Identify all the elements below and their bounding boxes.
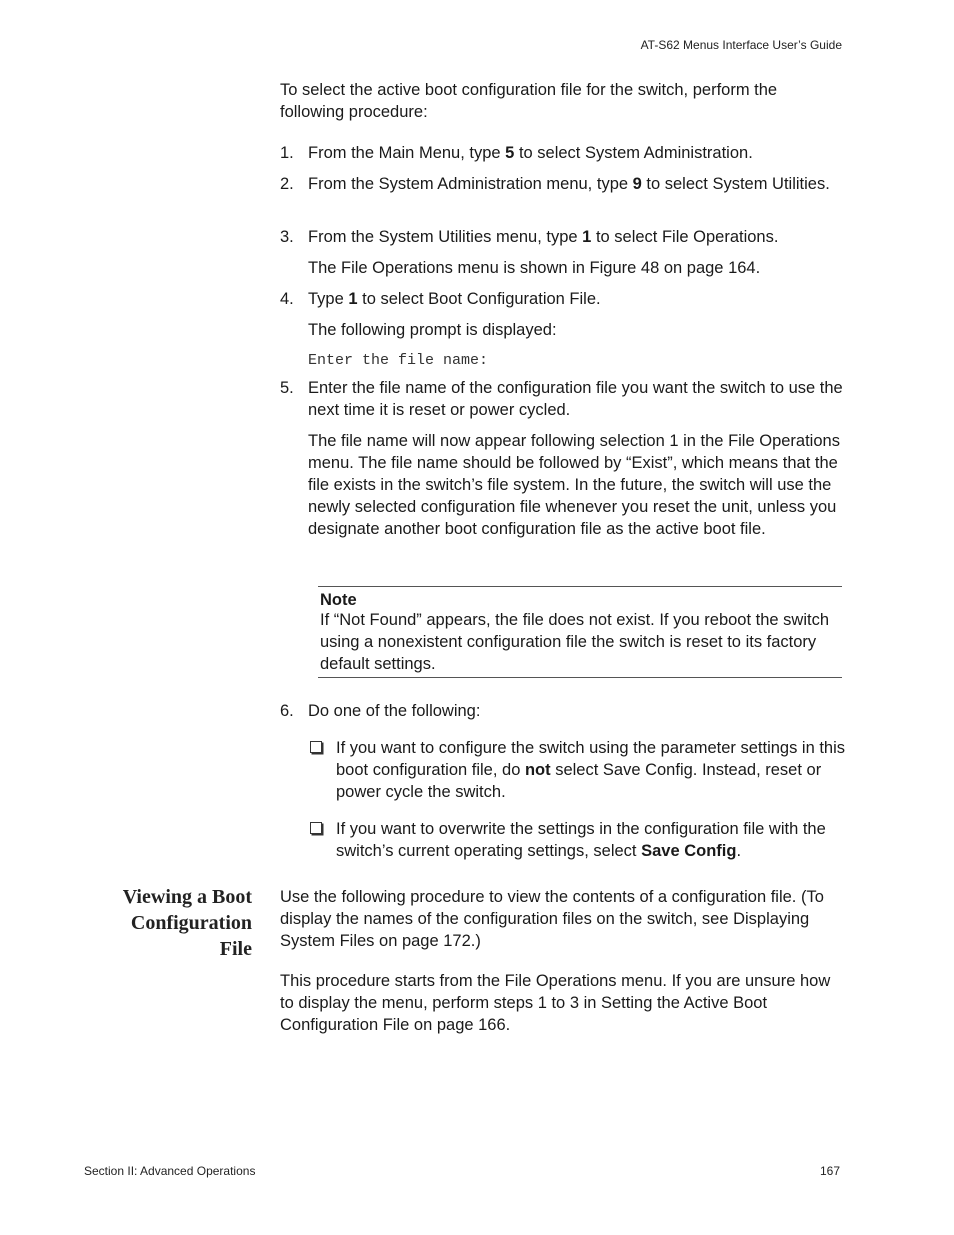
bullet-text: If you want to configure the switch using the parameter settings in this boot configuration file, do not select Save Config. Instead, reset or power cycle the switch. xyxy=(336,739,846,801)
section-heading: Viewing a Boot Configuration File xyxy=(122,886,252,960)
note-title: Note xyxy=(320,591,357,609)
step-text: Do one of the following: xyxy=(308,702,481,720)
note-box xyxy=(318,586,842,678)
step-text: Enter the file name of the configuration file you want the switch to use the next time it is reset or power cycled. xyxy=(308,379,843,419)
step-number: 4. xyxy=(280,290,294,308)
step-3 xyxy=(280,226,845,248)
step-4 xyxy=(280,288,845,310)
bullet-item xyxy=(308,818,845,862)
bullet-text: If you want to overwrite the settings in the configuration file with the switch’s current operating settings, select Save Config. xyxy=(336,820,826,860)
step-text: From the System Utilities menu, type 1 to select File Operations. xyxy=(308,228,779,246)
step-5 xyxy=(280,377,845,421)
step-text: Type 1 to select Boot Configuration File. xyxy=(308,290,601,308)
command-prompt: Enter the file name: xyxy=(308,352,489,369)
footer-section: Section II: Advanced Operations xyxy=(84,1164,256,1178)
step-number: 5. xyxy=(280,379,294,397)
intro-paragraph: To select the active boot configuration file for the switch, perform the following procedure: xyxy=(280,81,778,121)
step-6 xyxy=(280,700,845,722)
step-text: From the Main Menu, type 5 to select System Administration. xyxy=(308,144,753,162)
step-number: 1. xyxy=(280,144,294,162)
step-number: 6. xyxy=(280,702,294,720)
step-number: 2. xyxy=(280,175,294,193)
step-2 xyxy=(280,173,845,217)
step-5-detail: The file name will now appear following selection 1 in the File Operations menu. The file name should be followed by “Exist”, which means that the file exists in the switch’s file system. In the future, the switch will use the newly selected configuration file whenever you reset the unit, unless you designate another boot configuration file as the active boot file. xyxy=(308,432,840,538)
step-number: 3. xyxy=(280,228,294,246)
checkbox-bullet-icon xyxy=(310,741,322,753)
section-paragraph-1: Use the following procedure to view the contents of a configuration file. (To display the names of the configuration files on the switch, see Displaying System Files on page 172.) xyxy=(280,888,824,950)
checkbox-bullet-icon xyxy=(310,822,322,834)
page-number: 167 xyxy=(819,1164,840,1178)
step-text: From the System Administration menu, type 9 to select System Utilities. xyxy=(308,175,830,193)
step-1 xyxy=(280,142,845,164)
section-paragraph-2: This procedure starts from the File Operations menu. If you are unsure how to display the menu, perform steps 1 to 3 in Setting the Active Boot Configuration File on page 166. xyxy=(280,972,831,1034)
step-4-note: The following prompt is displayed: xyxy=(308,321,557,339)
running-header: AT-S62 Menus Interface User’s Guide xyxy=(640,38,842,52)
step-3-note: The File Operations menu is shown in Figure 48 on page 164. xyxy=(308,259,761,277)
note-body: If “Not Found” appears, the file does not exist. If you reboot the switch using a nonexistent configuration file the switch is reset to its factory default settings. xyxy=(320,611,830,673)
bullet-item xyxy=(308,737,845,803)
